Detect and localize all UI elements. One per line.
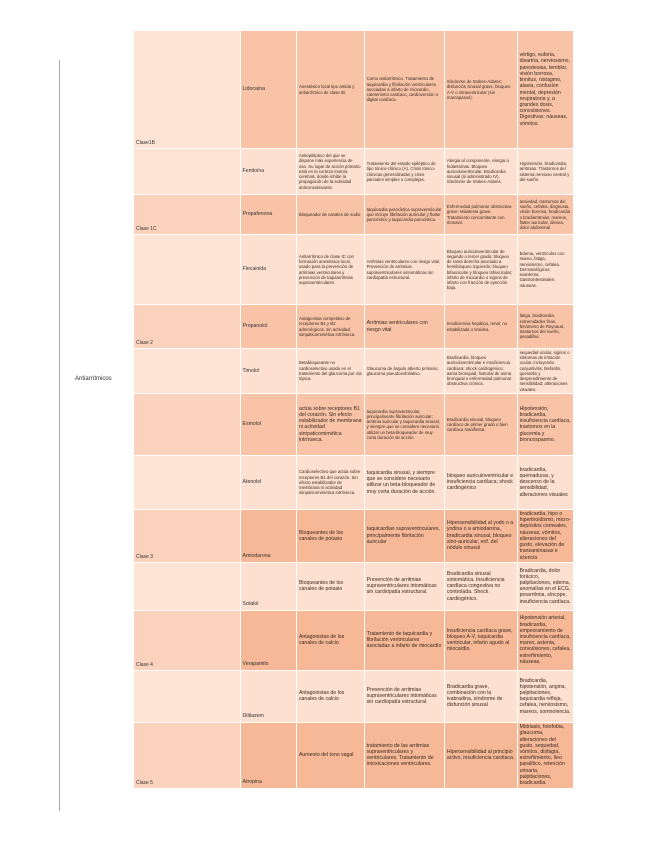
table-row xyxy=(134,149,574,195)
contraindication-cell: Insuficiencia cardíaca grave, bloqueo A-V, taquicardia ventricular, infarto agudo al miocardio. xyxy=(444,610,517,670)
mechanism-cell: Antagonistas de los canales de calcio xyxy=(296,670,364,722)
indication-cell: tratamiento de las arritmias supraventriculares y ventriculares. Tratamiento de intoxicaciones ventriculares. xyxy=(364,722,444,788)
mechanism-cell: Antiepiléptico del que se dispone más experiencia de uso. Su lugar de acción primario está en la corteza motora cerebral, donde inhibe la propagación de la actividad anticonvulsivante. xyxy=(296,149,364,195)
adverse-effects-cell: Hipotensión arterial, bradicardia, empeoramiento de insuficiencia cardíaca, mareo, astenia, convulsiones, cefalea, estreñimiento, náuseas. xyxy=(517,610,573,670)
drug-cell: Flecainida xyxy=(240,235,296,305)
drug-cell: Propanolol xyxy=(240,305,296,349)
class-cell xyxy=(134,562,241,610)
class-cell: Clase 3 xyxy=(134,509,241,562)
drug-cell: Diltiazem xyxy=(240,670,296,722)
drug-cell: Timolol xyxy=(240,349,296,394)
table-row xyxy=(134,509,574,562)
indication-cell: taquicardia supraventricular, principalmente fibrilación auricular; arritmia auricular y taquicardia sinusal, y siempre que se considere necesario utilizar un beta-bloqueador de muy corta duración de acción. xyxy=(364,393,444,455)
drug-cell: Fenitoína xyxy=(240,149,296,195)
indication-cell: taquicardias supraventriculares, principalmente fibrilación auricular xyxy=(364,509,444,562)
indication-cell: Arritmias ventriculares con riesgo vital. Prevención de arritmias supraventriculares sintomáticas sin cardiopatía estructural. xyxy=(364,235,444,305)
adverse-effects-cell: ansiedad, trastornos del sueño, cefalea, disgeusia, visión borrosa, bradicardia o bradiarritmias; mareos, flutter auricular, disnea, dolor abdominal. xyxy=(517,195,573,235)
class-cell xyxy=(134,235,241,305)
contraindication-cell: Bradicardia grave, combinación con la ivabradina, síndrome de disfunción sinusal xyxy=(444,670,517,722)
adverse-effects-cell: Bradicardia, dolor torácico, palpitaciones, edema, anomalías en el ECG, proarritmia, síncope, insuficiencia cardíaca. xyxy=(517,562,573,610)
class-cell: Clase1B xyxy=(134,31,241,149)
table-row xyxy=(134,393,574,455)
indication-cell: Como antiarrítmico. Tratamiento de taquicardia y fibrilación ventriculares asociadas a infarto de miocardio, cateterismo cardíaco, cardioversión o digital cardíaca. xyxy=(364,31,444,149)
drug-cell: Atenolol xyxy=(240,455,296,509)
class-cell xyxy=(134,670,241,722)
drug-cell: Sotalol xyxy=(240,562,296,610)
contraindication-cell: Hipersensibilidad al yodo o a yodina o a amiodarona, bradicardia sinusal, bloqueo sino-auricular, enf. del nódulo sinusal xyxy=(444,509,517,562)
drug-cell: Lidocaína xyxy=(240,31,296,149)
adverse-effects-cell: Hipotensión, bradicardia, arritmias. Trastornos del sistema nervioso central y del sueño. xyxy=(517,149,573,195)
adverse-effects-cell: bradicardia, quemaduras, y descenso de la sensibilidad, alteraciones visuales xyxy=(517,455,573,509)
contraindication-cell: Síndrome de Stokes-Adams; disfunción sinusal grave, bloqueo A-V o intraventricular (sin marcapasos). xyxy=(444,31,517,149)
indication-cell: Tratamiento de taquicardia y fibrilación ventriculares asociadas a infarto de miocardio xyxy=(364,610,444,670)
adverse-effects-cell: sequedad ocular, signos o síntomas de irritación ocular, incluyendo conjuntivitis, blefaritis, queratitis y desprendimiento de sensibilidad; alteraciones visuales. xyxy=(517,349,573,394)
adverse-effects-cell: vértigo, euforia, disartria, nerviosismo, parestesias, temblor, visión borrosa, tinnitus, nistagmo, ataxia, confusión mental, depresión respiratoria y, a grandes dosis, convulsiones. Digestivas: náuseas, vómitos. xyxy=(517,31,573,149)
indication-cell: taquicardia paroxística supraventricular que incluye fibrilación auricular y flutter paroxístico y taquicardia paroxística. xyxy=(364,195,444,235)
class-cell: Clase 1C xyxy=(134,195,241,235)
class-cell xyxy=(134,455,241,509)
adverse-effects-cell: Bradicardia, hipotensión, angina, palpitaciones, taquicardia refleja, cefalea, nerviosismo, mareos, somnolencia. xyxy=(517,670,573,722)
contraindication-cell: Alergia al componente. Alergia a hidantoínas. Bloqueo auriculoventricular. Bradicardia sinusal (si administrado IV). Síndrome de Stokes-Adams. xyxy=(444,149,517,195)
mechanism-cell: actúa sobre receptores B1 del corazón. Sin efecto estabilizador de membrana ni actividad simpaticomimética intrínseca. xyxy=(296,393,364,455)
class-cell xyxy=(134,349,241,394)
table-row xyxy=(134,235,574,305)
drug-cell: Atropina xyxy=(240,722,296,788)
adverse-effects-cell: Hipotensión, bradicardia, insuficiencia cardíaca, trastornos en la glucemia y broncospasmo. xyxy=(517,393,573,455)
class-cell: Clase 5 xyxy=(134,722,241,788)
mechanism-cell: Anestésico local tipo amida y antiarrítmico de clase IB. xyxy=(296,31,364,149)
contraindication-cell: Enfermedad pulmonar obstructiva grave. Miastenia grave. Tratamiento concomitante con ritonavir. xyxy=(444,195,517,235)
contraindication-cell: Bradicardia sinusal sintomática. Insuficiencia cardíaca congestiva no controlada. Shock cardiogénico. xyxy=(444,562,517,610)
mechanism-cell: Bloqueador de canales de sodio xyxy=(296,195,364,235)
class-cell: Clase 2 xyxy=(134,305,241,349)
table-row xyxy=(134,562,574,610)
drug-cell: Verapamilo xyxy=(240,610,296,670)
mechanism-cell: Antiarrítmico de clase IC con formación anestésica local, usado para la prevención de arritmias ventriculares y prevención de taquiarritmias supraventriculares. xyxy=(296,235,364,305)
contraindication-cell: Hipersensibilidad al principio activo, insuficiencia cardíaca. xyxy=(444,722,517,788)
contraindication-cell: Insuficiencia hepática, renal, no estabilizada o tiroidea. xyxy=(444,305,517,349)
left-margin-line xyxy=(59,60,60,811)
table-row xyxy=(134,305,574,349)
table-row xyxy=(134,31,574,149)
drug-table xyxy=(133,30,574,789)
drug-cell: Amiodarona xyxy=(240,509,296,562)
mechanism-cell: Antagonista competitivo de receptores B1 y B2 adrenérgicos, sin actividad simpaticomimética intrínseca. xyxy=(296,305,364,349)
adverse-effects-cell: Midriasis, fotofobia, glaucoma, alteraciones del gusto, sequedad, vómitos, disfagia, estreñimiento, íleo paralítico, retención urinaria, palpitaciones, bradicardia. xyxy=(517,722,573,788)
contraindication-cell: Bradicardia, bloqueo auriculoventricular e insuficiencia cardíaca; shock cardiogénico; asma bronquial; historial de asma bronquial o enfermedad pulmonar obstructiva crónica. xyxy=(444,349,517,394)
section-label: Antiarrítmicos xyxy=(75,376,112,382)
drug-cell: Propafenona xyxy=(240,195,296,235)
table-row xyxy=(134,722,574,788)
indication-cell: Arritmias ventriculares con riesgo vital xyxy=(364,305,444,349)
mechanism-cell: Bloqueantes de los canales de potasio xyxy=(296,562,364,610)
table-row xyxy=(134,349,574,394)
table-row xyxy=(134,455,574,509)
adverse-effects-cell: fatiga, bradicardia, extremidades frías, fenómeno de Raynaud, trastornos del sueño, pesadillas. xyxy=(517,305,573,349)
indication-cell: taquicardia sinusal, y siempre que se considere necesario utilizar un beta-bloqueador de muy corta duración de acción. xyxy=(364,455,444,509)
mechanism-cell: Betabloqueante no cardioselectivo usado en el tratamiento del glaucoma por vía tópica. xyxy=(296,349,364,394)
contraindication-cell: Bradicardia sinusal, bloqueo cardíaco de primer grado o bien cardíaca manifiesta. xyxy=(444,393,517,455)
indication-cell: Prevención de arritmias supraventriculares intomáticas sin cardiopatía estructural. xyxy=(364,670,444,722)
mechanism-cell: Antagonistas de los canales de calcio xyxy=(296,610,364,670)
indication-cell: Glaucoma de ángulo abierto primario, glaucoma pseudoexfoliativo. xyxy=(364,349,444,394)
contraindication-cell: bloqueo auriculoventricular e insuficiencia cardíaca; shock cardiogénico xyxy=(444,455,517,509)
indication-cell: Tratamiento del estado epiléptico de tipo tónico-clónico (A). Crisis tónico-clónicas generalizadas y crisis parciales simples o complejas. xyxy=(364,149,444,195)
contraindication-cell: Bloqueo auriculoventricular de segundo o tercer grado; bloqueo de rama derecha asociado a hemibloqueo izquierdo; bloqueo bifascicular y bloqueo trifascicular; infarto de miocardio o signos de infarto con fracción de eyección baja. xyxy=(444,235,517,305)
class-cell xyxy=(134,393,241,455)
mechanism-cell: Aumento del tono vagal xyxy=(296,722,364,788)
table-row xyxy=(134,610,574,670)
adverse-effects-cell: Edema, ventrículos con mareo, fatiga, nerviosismo, cefalea. Dermatológicos: exantema. Gastrointestinales: náuseas. xyxy=(517,235,573,305)
adverse-effects-cell: bradicardia, hipo o hipertiroidismo, micro-depósitos corneales, náuseas, vómitos, alteraciones del gusto, elevación de transaminasas e ictericia xyxy=(517,509,573,562)
class-cell xyxy=(134,149,241,195)
indication-cell: Prevención de arritmias supraventriculares intomáticas sin cardiopatía estructural. xyxy=(364,562,444,610)
table-row xyxy=(134,670,574,722)
table-row xyxy=(134,195,574,235)
mechanism-cell: Bloqueantes de los canales de potasio xyxy=(296,509,364,562)
drug-cell: Esmolol xyxy=(240,393,296,455)
class-cell: Clase 4 xyxy=(134,610,241,670)
mechanism-cell: Cardioselectivo que actúa sobre receptores B1 del corazón. Sin efecto estabilizador de membrana ni actividad simpaticomimética intrínseca. xyxy=(296,455,364,509)
